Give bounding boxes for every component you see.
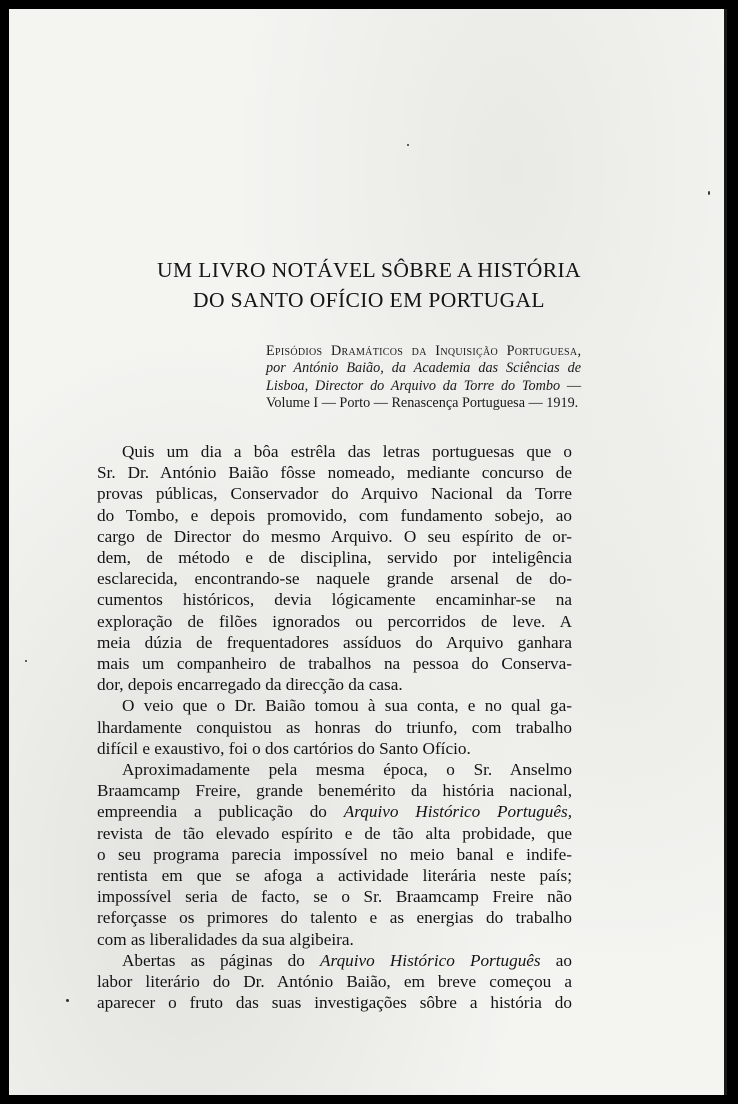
- body-line: esclarecida, encontrando-se naquele grande arsenal de do-: [97, 569, 572, 589]
- body-line-tail: ao: [540, 950, 572, 970]
- body-line: cargo de Director do mesmo Arquivo. O seu espírito de or-: [97, 526, 572, 546]
- body-line: empreendia a publicação do: [97, 802, 344, 822]
- journal-title: Arquivo Histórico Português,: [343, 802, 573, 822]
- body-line: Quis um dia a bôa estrêla das letras portuguesas que o: [122, 442, 572, 461]
- body-line: meia dúzia de frequentadores assíduos do Arquivo ganhara: [97, 632, 572, 652]
- body-line: reforçasse os primores do talento e as energias do trabalho: [97, 908, 572, 928]
- title-line-1: UM LIVRO NOTÁVEL SÔBRE A HISTÓRIA: [157, 258, 581, 282]
- body-line: do Tombo, e depois promovido, com fundamento sobejo, ao: [97, 505, 572, 525]
- body-line: difícil e exaustivo, foi o dos cartórios do Santo Ofício.: [97, 738, 471, 758]
- body-line: exploração de filões ignorados ou percorridos de leve. A: [97, 611, 572, 631]
- body-line: impossível seria de facto, se o Sr. Braamcamp Freire não: [97, 887, 572, 907]
- epigraph-details: — Volume I — Porto — Renascença Portuguesa — 1919.: [266, 377, 582, 411]
- body-line-with-journal: [97, 950, 572, 971]
- page-edge: [724, 9, 727, 1095]
- body-line: dor, depois encarregado da direcção da casa.: [97, 675, 403, 695]
- epigraph: [266, 343, 581, 412]
- body-line: Aproximadamente pela mesma época, o Sr. Anselmo: [122, 760, 572, 780]
- body-line-with-journal: [97, 801, 572, 822]
- paper-speck: [708, 191, 710, 195]
- document-page: [9, 9, 727, 1095]
- paper-speck: [25, 660, 27, 662]
- body-line: Abertas as páginas do: [122, 950, 321, 970]
- body-line: Sr. Dr. António Baião fôsse nomeado, mediante concurso de: [97, 463, 572, 483]
- body-line: rentista em que se afoga a actividade literária neste país;: [97, 866, 572, 886]
- body-line: cumentos históricos, devia lógicamente encaminhar-se na: [97, 590, 572, 610]
- body-line: dem, de método e de disciplina, servido por inteligência: [97, 548, 572, 568]
- body-line: labor literário do Dr. António Baião, em breve começou a: [97, 972, 572, 992]
- body-line: mais um companheiro de trabalhos na pessoa do Conserva-: [97, 654, 572, 674]
- epigraph-work-title: Episódios Dramáticos da Inquisição Portuguesa: [266, 343, 578, 359]
- journal-title: Arquivo Histórico Português: [320, 950, 541, 970]
- body-line: provas públicas, Conservador do Arquivo Nacional da Torre: [97, 484, 572, 504]
- body-line: o seu programa parecia impossível no meio banal e indife-: [97, 844, 572, 864]
- paper-speck: [66, 999, 69, 1002]
- body-line: com as liberalidades da sua algibeira.: [97, 929, 354, 949]
- body-line: Braamcamp Freire, grande benemérito da história nacional,: [97, 781, 572, 801]
- body-line: lhardamente conquistou as honras do triunfo, com trabalho: [97, 717, 572, 737]
- body-line: O veio que o Dr. Baião tomou à sua conta, e no qual ga-: [122, 696, 572, 716]
- title-line-2: DO SANTO OFÍCIO EM PORTUGAL: [193, 288, 545, 312]
- paper-speck: [407, 144, 409, 146]
- epigraph-author: , por António Baião, da Academia das Sciências de Lisboa, Director do Arquivo da Torre do Tombo: [266, 343, 581, 394]
- body-line: revista de tão elevado espírito e de tão alta probidade, que: [97, 823, 572, 843]
- body-text: [97, 441, 572, 1013]
- body-line: aparecer o fruto das suas investigações sôbre a história do: [97, 993, 572, 1013]
